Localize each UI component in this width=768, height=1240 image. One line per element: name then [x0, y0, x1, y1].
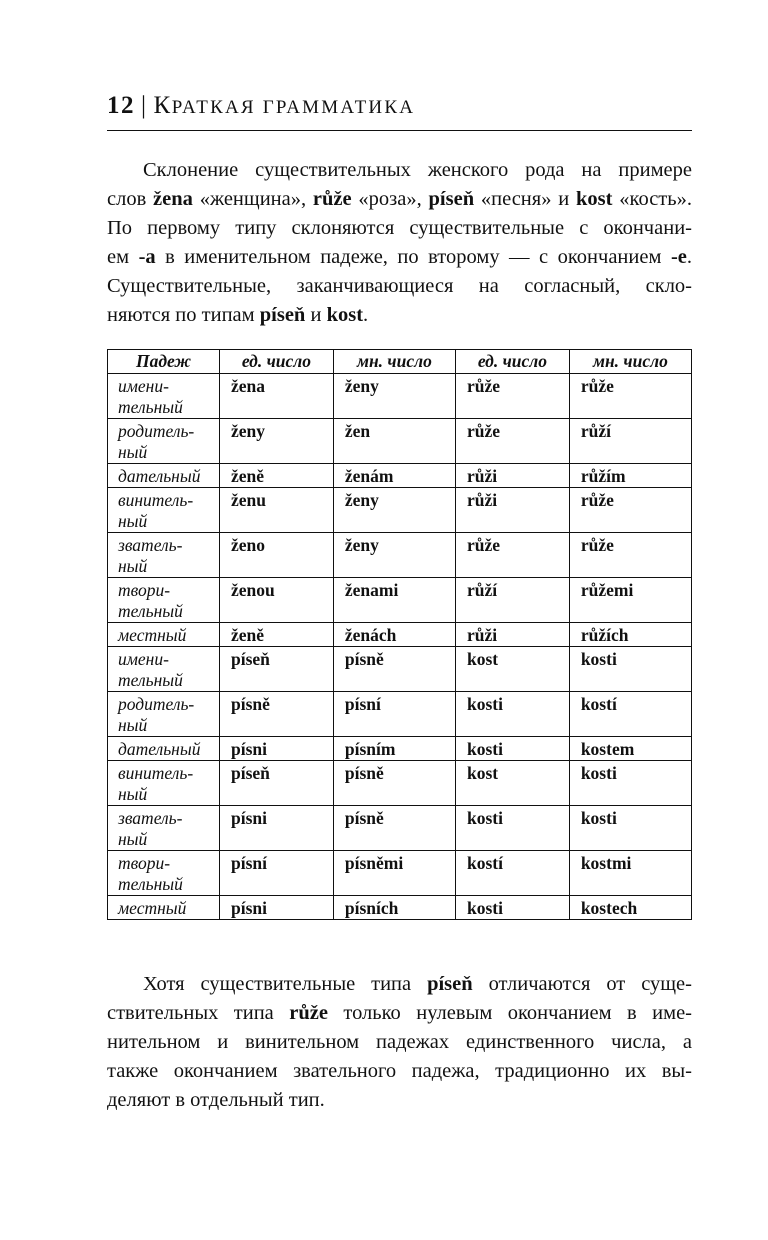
noun-form-cell: kostem — [569, 737, 691, 761]
table-row — [108, 692, 692, 737]
text-run: «женщина», — [192, 188, 313, 210]
text-run: и — [305, 304, 327, 326]
text-run: слов — [107, 188, 154, 210]
text-line — [107, 243, 692, 272]
case-name-cell: родитель- ный — [108, 419, 220, 464]
czech-word: žena — [153, 188, 193, 210]
noun-form-cell: kosti — [569, 761, 691, 806]
table-row — [108, 578, 692, 623]
table-row — [108, 806, 692, 851]
noun-form-cell: písním — [333, 737, 455, 761]
noun-form-cell: kosti — [455, 806, 569, 851]
czech-word: kost — [326, 304, 364, 326]
noun-form-cell: písní — [220, 851, 334, 896]
noun-form-cell: ženou — [220, 578, 334, 623]
table-row — [108, 737, 692, 761]
noun-form-cell: ženu — [220, 488, 334, 533]
table-row — [108, 533, 692, 578]
noun-form-cell: ženě — [220, 623, 334, 647]
noun-form-cell: růžím — [569, 464, 691, 488]
czech-word: kost — [576, 188, 613, 210]
table-row — [108, 896, 692, 920]
text-line — [107, 1086, 692, 1115]
noun-form-cell: ženami — [333, 578, 455, 623]
table-row — [108, 623, 692, 647]
noun-form-cell: růžemi — [569, 578, 691, 623]
text-run: отличаются от суще- — [472, 973, 692, 995]
noun-form-cell: kosti — [569, 647, 691, 692]
noun-form-cell: růže — [569, 533, 691, 578]
noun-form-cell: růže — [455, 419, 569, 464]
table-row — [108, 761, 692, 806]
noun-form-cell: kosti — [569, 806, 691, 851]
noun-form-cell: písně — [333, 647, 455, 692]
case-name-cell: имени- тельный — [108, 647, 220, 692]
column-header-sg-2: ед. число — [455, 350, 569, 374]
noun-form-cell: ženy — [333, 533, 455, 578]
text-run: «кость». — [612, 188, 692, 210]
header-separator: | — [141, 92, 148, 119]
text-run: «песня» и — [474, 188, 577, 210]
text-run: Существительные, заканчивающиеся на согласный, скло- — [107, 275, 692, 297]
noun-form-cell: písni — [220, 806, 334, 851]
case-name-cell: твори- тельный — [108, 851, 220, 896]
noun-form-cell: píseň — [220, 647, 334, 692]
noun-form-cell: ženo — [220, 533, 334, 578]
noun-form-cell: růže — [569, 374, 691, 419]
noun-form-cell: růži — [455, 623, 569, 647]
noun-form-cell: písně — [333, 806, 455, 851]
case-name-cell: родитель- ный — [108, 692, 220, 737]
table-body — [108, 374, 692, 920]
noun-form-cell: ženy — [333, 488, 455, 533]
noun-form-cell: kostech — [569, 896, 691, 920]
noun-form-cell: ženách — [333, 623, 455, 647]
noun-form-cell: kosti — [455, 896, 569, 920]
noun-form-cell: písněmi — [333, 851, 455, 896]
noun-form-cell: kost — [455, 761, 569, 806]
noun-form-cell: ženám — [333, 464, 455, 488]
noun-form-cell: kosti — [455, 692, 569, 737]
noun-form-cell: písni — [220, 737, 334, 761]
text-run: няются по типам — [107, 304, 260, 326]
column-header-pl-2: мн. число — [569, 350, 691, 374]
header-rule — [107, 130, 692, 131]
noun-form-cell: písně — [220, 692, 334, 737]
case-name-cell: винитель- ный — [108, 761, 220, 806]
table-row — [108, 647, 692, 692]
noun-form-cell: růže — [455, 374, 569, 419]
column-header-case: Падеж — [108, 350, 220, 374]
noun-form-cell: žen — [333, 419, 455, 464]
text-run: деляют в отдельный тип. — [107, 1089, 325, 1111]
table-row — [108, 419, 692, 464]
text-line — [107, 1057, 692, 1086]
noun-form-cell: písní — [333, 692, 455, 737]
table-header-row — [108, 350, 692, 374]
page-number: 12 — [107, 92, 135, 119]
text-run: нительном и винительном падежах единственного числа, а — [107, 1031, 692, 1053]
noun-form-cell: píseň — [220, 761, 334, 806]
text-line — [107, 156, 692, 185]
noun-form-cell: růže — [569, 488, 691, 533]
case-name-cell: дательный — [108, 464, 220, 488]
case-name-cell: местный — [108, 896, 220, 920]
running-head — [107, 92, 692, 132]
noun-form-cell: kost — [455, 647, 569, 692]
text-line — [107, 1028, 692, 1057]
case-name-cell: винитель- ный — [108, 488, 220, 533]
table-row — [108, 851, 692, 896]
case-name-cell: имени- тельный — [108, 374, 220, 419]
czech-word: -a — [138, 246, 156, 268]
text-line — [107, 999, 692, 1028]
noun-form-cell: ženy — [220, 419, 334, 464]
table-row — [108, 374, 692, 419]
noun-form-cell: růži — [455, 488, 569, 533]
case-name-cell: зватель- ный — [108, 533, 220, 578]
czech-word: růže — [312, 188, 352, 210]
text-line — [107, 970, 692, 999]
case-name-cell: дательный — [108, 737, 220, 761]
table-row — [108, 488, 692, 533]
header-title-rest: РАТКАЯ ГРАММАТИКА — [171, 97, 416, 118]
text-run: ствительных типа — [107, 1002, 290, 1024]
czech-word: píseň — [427, 973, 473, 995]
noun-form-cell: písně — [333, 761, 455, 806]
noun-form-cell: písni — [220, 896, 334, 920]
header-title-initial: К — [153, 92, 172, 119]
noun-form-cell: kostí — [455, 851, 569, 896]
outro-paragraph — [107, 970, 692, 1115]
czech-word: -e — [670, 246, 687, 268]
text-line — [107, 272, 692, 301]
noun-form-cell: růžích — [569, 623, 691, 647]
text-run: в именительном падеже, по второму — с окончанием — [155, 246, 671, 268]
noun-form-cell: ženy — [333, 374, 455, 419]
noun-form-cell: růží — [569, 419, 691, 464]
text-run: . — [363, 304, 369, 326]
text-run: Хотя существительные типа — [143, 973, 428, 995]
noun-form-cell: žena — [220, 374, 334, 419]
czech-word: píseň — [428, 188, 475, 210]
text-run: . — [686, 246, 692, 268]
text-run: По первому типу склоняются существительные с окончани- — [107, 217, 692, 239]
czech-word: růže — [289, 1002, 328, 1024]
column-header-sg-1: ед. число — [220, 350, 334, 374]
case-name-cell: твори- тельный — [108, 578, 220, 623]
noun-form-cell: růži — [455, 464, 569, 488]
intro-paragraph — [107, 156, 692, 330]
text-run: также окончанием звательного падежа, традиционно их вы- — [107, 1060, 692, 1082]
text-line — [107, 185, 692, 214]
table-row — [108, 464, 692, 488]
text-run: Склонение существительных женского рода на примере — [143, 159, 692, 181]
noun-form-cell: kostmi — [569, 851, 691, 896]
text-line — [107, 214, 692, 243]
noun-form-cell: kostí — [569, 692, 691, 737]
text-run: «роза», — [351, 188, 429, 210]
column-header-pl-1: мн. число — [333, 350, 455, 374]
czech-word: píseň — [259, 304, 306, 326]
text-run: ем — [107, 246, 139, 268]
text-run: только нулевым окончанием в име- — [327, 1002, 692, 1024]
declension-table — [107, 349, 692, 920]
noun-form-cell: růže — [455, 533, 569, 578]
noun-form-cell: růží — [455, 578, 569, 623]
noun-form-cell: kosti — [455, 737, 569, 761]
text-line — [107, 301, 692, 330]
case-name-cell: зватель- ный — [108, 806, 220, 851]
noun-form-cell: ženě — [220, 464, 334, 488]
case-name-cell: местный — [108, 623, 220, 647]
noun-form-cell: písních — [333, 896, 455, 920]
